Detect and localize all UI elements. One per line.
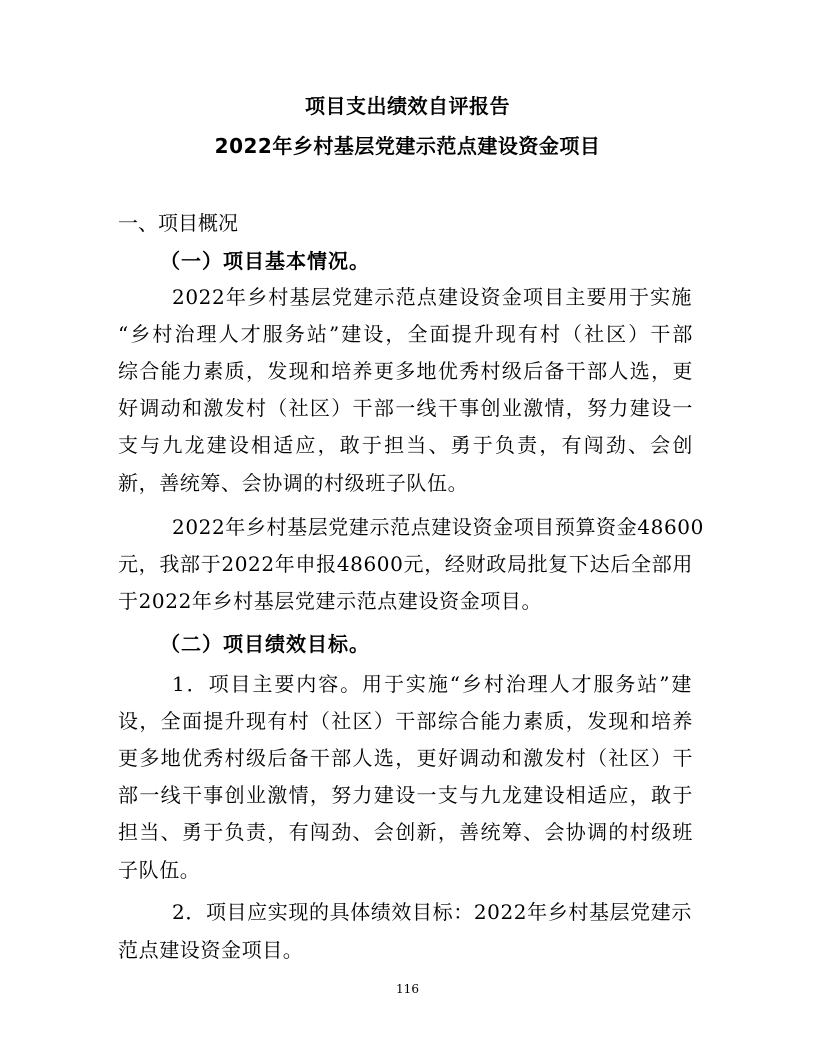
paragraph-line: 综合能力素质，发现和培养更多地优秀村级后备干部人选，更 <box>118 359 693 383</box>
subsection-heading-performance-goals: （二）项目绩效目标。 <box>160 632 370 656</box>
paragraph-line: 支与九龙建设相适应，敢于担当、勇于负责，有闯劲、会创 <box>118 433 693 457</box>
page-number: 116 <box>396 982 419 996</box>
paragraph-line: 2022年乡村基层党建示范点建设资金项目预算资金48600 <box>172 515 704 539</box>
paragraph-line: 担当、勇于负责，有闯劲、会创新，善统筹、会协调的村级班 <box>118 820 693 844</box>
paragraph-line: 部一线干事创业激情，努力建设一支与九龙建设相适应，敢于 <box>118 783 693 807</box>
paragraph-line: 于2022年乡村基层党建示范点建设资金项目。 <box>118 589 543 613</box>
paragraph-line: 好调动和激发村（社区）干部一线干事创业激情，努力建设一 <box>118 396 693 420</box>
paragraph-line: 2．项目应实现的具体绩效目标：2022年乡村基层党建示 <box>172 900 692 924</box>
paragraph-line: “乡村治理人才服务站”建设，全面提升现有村（社区）干部 <box>118 322 693 346</box>
report-title: 项目支出绩效自评报告 <box>305 94 510 118</box>
paragraph-line: 范点建设资金项目。 <box>118 938 304 962</box>
paragraph-line: 2022年乡村基层党建示范点建设资金项目主要用于实施 <box>172 285 692 309</box>
project-title: 2022年乡村基层党建示范点建设资金项目 <box>214 134 601 158</box>
paragraph-line: 新，善统筹、会协调的村级班子队伍。 <box>118 471 469 495</box>
paragraph-line: 设，全面提升现有村（社区）干部综合能力素质，发现和培养 <box>118 709 693 733</box>
paragraph-line: 1．项目主要内容。用于实施“乡村治理人才服务站”建 <box>172 672 692 696</box>
section-heading-overview: 一、项目概况 <box>118 211 238 235</box>
paragraph-line: 元，我部于2022年申报48600元，经财政局批复下达后全部用 <box>118 552 693 576</box>
subsection-heading-basic-info: （一）项目基本情况。 <box>160 249 370 273</box>
paragraph-line: 更多地优秀村级后备干部人选，更好调动和激发村（社区）干 <box>118 746 693 770</box>
paragraph-line: 子队伍。 <box>118 858 201 882</box>
